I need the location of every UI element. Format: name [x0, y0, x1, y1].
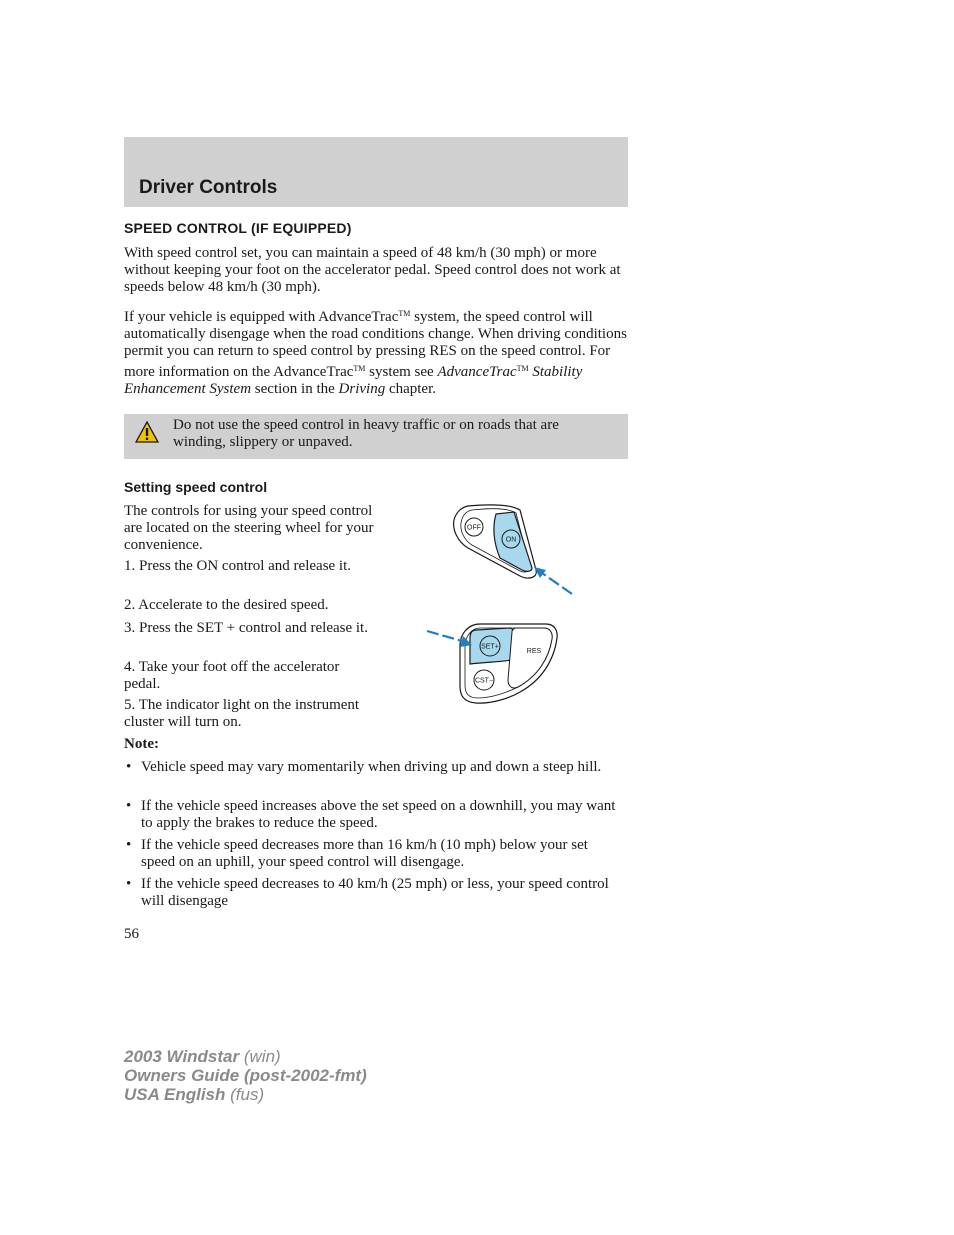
res-button-label: RES [526, 648, 542, 655]
trademark-mark: TM [353, 364, 366, 373]
advancetrac-link-text: AdvanceTrac [437, 364, 517, 380]
setting-intro: The controls for using your speed control are located on the steering wheel for your convenience. [124, 503, 374, 553]
bullet-text: If the vehicle speed increases above the set speed on a downhill, you may want to apply the brakes to reduce the speed. [141, 798, 616, 831]
arrow-to-set [427, 631, 462, 641]
page-number: 56 [124, 926, 139, 942]
trademark-mark: TM [398, 309, 411, 318]
cst-button-label: CST− [474, 677, 494, 685]
bullet-dot: • [126, 759, 132, 775]
bullet-dot: • [126, 876, 132, 892]
warning-text: Do not use the speed control in heavy traffic or on roads that are winding, slippery or unpaved. [173, 417, 559, 450]
bullet-text: If the vehicle speed decreases more than 16 km/h (10 mph) below your set speed on an uphill, your speed control will disengage. [141, 837, 588, 870]
arrow-to-on [542, 573, 572, 594]
step-item: 1. Press the ON control and release it. [124, 558, 352, 574]
step-item: 4. Take your foot off the accelerator pedal. [124, 659, 340, 692]
trademark-mark: TM [516, 364, 529, 373]
document-footer: 2003 Windstar (win) Owners Guide (post-2002-fmt) USA English (fus) [124, 1047, 367, 1104]
step-item: 3. Press the SET + control and release it. [124, 620, 368, 636]
page-title: Driver Controls [139, 177, 278, 198]
intro-paragraph: With speed control set, you can maintain a speed of 48 km/h (30 mph) or more without keeping your foot on the accelerator pedal. Speed control does not work at speeds below 48 km/h (30 mph). [124, 245, 621, 295]
res-button [508, 628, 552, 688]
step-item: 5. The indicator light on the instrument cluster will turn on. [124, 697, 360, 730]
setting-speed-control-heading: Setting speed control [124, 479, 268, 495]
bullet-text: If the vehicle speed decreases to 40 km/h (25 mph) or less, your speed control will disengage [141, 876, 609, 909]
driving-chapter-text: Driving [338, 381, 386, 397]
set-button-label: SET+ [481, 643, 499, 651]
bullet-dot: • [126, 798, 132, 814]
off-button-label: OFF [467, 524, 481, 532]
bullet-dot: • [126, 837, 132, 853]
speed-control-diagram [420, 500, 580, 710]
section-heading: SPEED CONTROL (IF EQUIPPED) [124, 220, 352, 236]
step-item: 2. Accelerate to the desired speed. [124, 597, 329, 613]
warning-triangle-icon [135, 421, 159, 443]
on-button-label: ON [505, 536, 517, 544]
warning-box [124, 414, 628, 459]
note-label: Note: [124, 736, 159, 752]
bullet-text: Vehicle speed may vary momentarily when driving up and down a steep hill. [141, 759, 602, 775]
advancetrac-paragraph: If your vehicle is equipped with AdvanceTrac™ system, the speed control will automatically disengage when the road conditions change. When driving conditions permit you can return to speed control by pressing RES on the speed control. For more information on the AdvanceTrac™ system see AdvanceTrac™ Stability Enhancement System section in the Driving chapter. [124, 309, 627, 397]
